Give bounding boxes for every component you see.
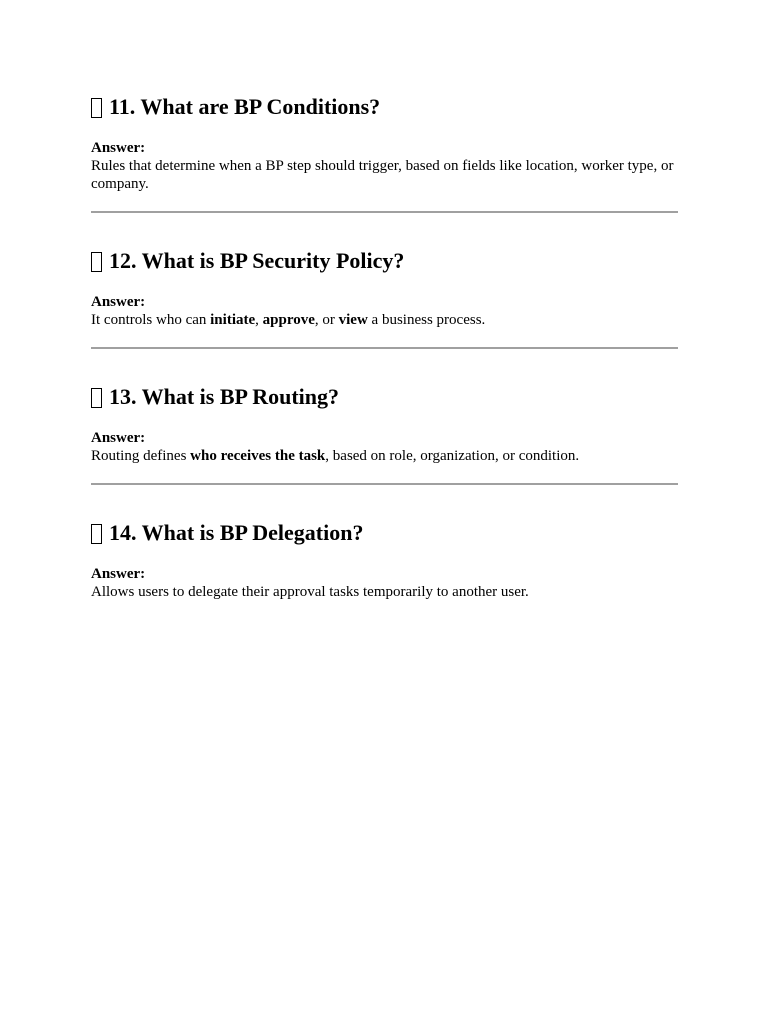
qa-item-14: [91, 518, 678, 601]
answer-label: Answer:: [91, 294, 146, 310]
answer-part: , based on role, organization, or condition.: [325, 448, 580, 464]
answer-part-bold: initiate: [210, 312, 256, 328]
answer-part-bold: who receives the task: [190, 448, 326, 464]
answer-text: [91, 157, 678, 193]
question-heading: [91, 246, 678, 276]
missing-glyph-icon: [91, 252, 102, 272]
question-text: 14. What is BP Delegation?: [109, 520, 364, 545]
answer-part: It controls who can: [91, 312, 211, 328]
qa-item-11: [91, 92, 678, 193]
question-text: 13. What is BP Routing?: [109, 384, 340, 409]
answer-part: a business process.: [367, 312, 486, 328]
answer-part: Routing defines: [91, 448, 191, 464]
qa-item-13: [91, 382, 678, 465]
answer-part-bold: view: [338, 312, 368, 328]
answer-part: , or: [314, 312, 339, 328]
answer-label: Answer:: [91, 430, 146, 446]
question-heading: [91, 518, 678, 548]
question-heading: [91, 92, 678, 122]
answer-part-bold: approve: [262, 312, 315, 328]
missing-glyph-icon: [91, 524, 102, 544]
answer-part: ,: [255, 312, 263, 328]
answer-text: [91, 311, 678, 329]
question-text: 12. What is BP Security Policy?: [109, 248, 405, 273]
divider: [91, 347, 678, 349]
answer-text: [91, 447, 678, 465]
answer-label: Answer:: [91, 566, 146, 582]
question-text: 11. What are BP Conditions?: [109, 94, 381, 119]
divider: [91, 211, 678, 213]
qa-list: [91, 92, 678, 601]
missing-glyph-icon: [91, 388, 102, 408]
question-heading: [91, 382, 678, 412]
answer-part: Rules that determine when a BP step should trigger, based on fields like location, worker type, or company.: [91, 158, 674, 192]
answer-label: Answer:: [91, 140, 146, 156]
answer-text: [91, 583, 678, 601]
qa-item-12: [91, 246, 678, 329]
missing-glyph-icon: [91, 98, 102, 118]
divider: [91, 483, 678, 485]
answer-part: Allows users to delegate their approval tasks temporarily to another user.: [91, 584, 529, 600]
